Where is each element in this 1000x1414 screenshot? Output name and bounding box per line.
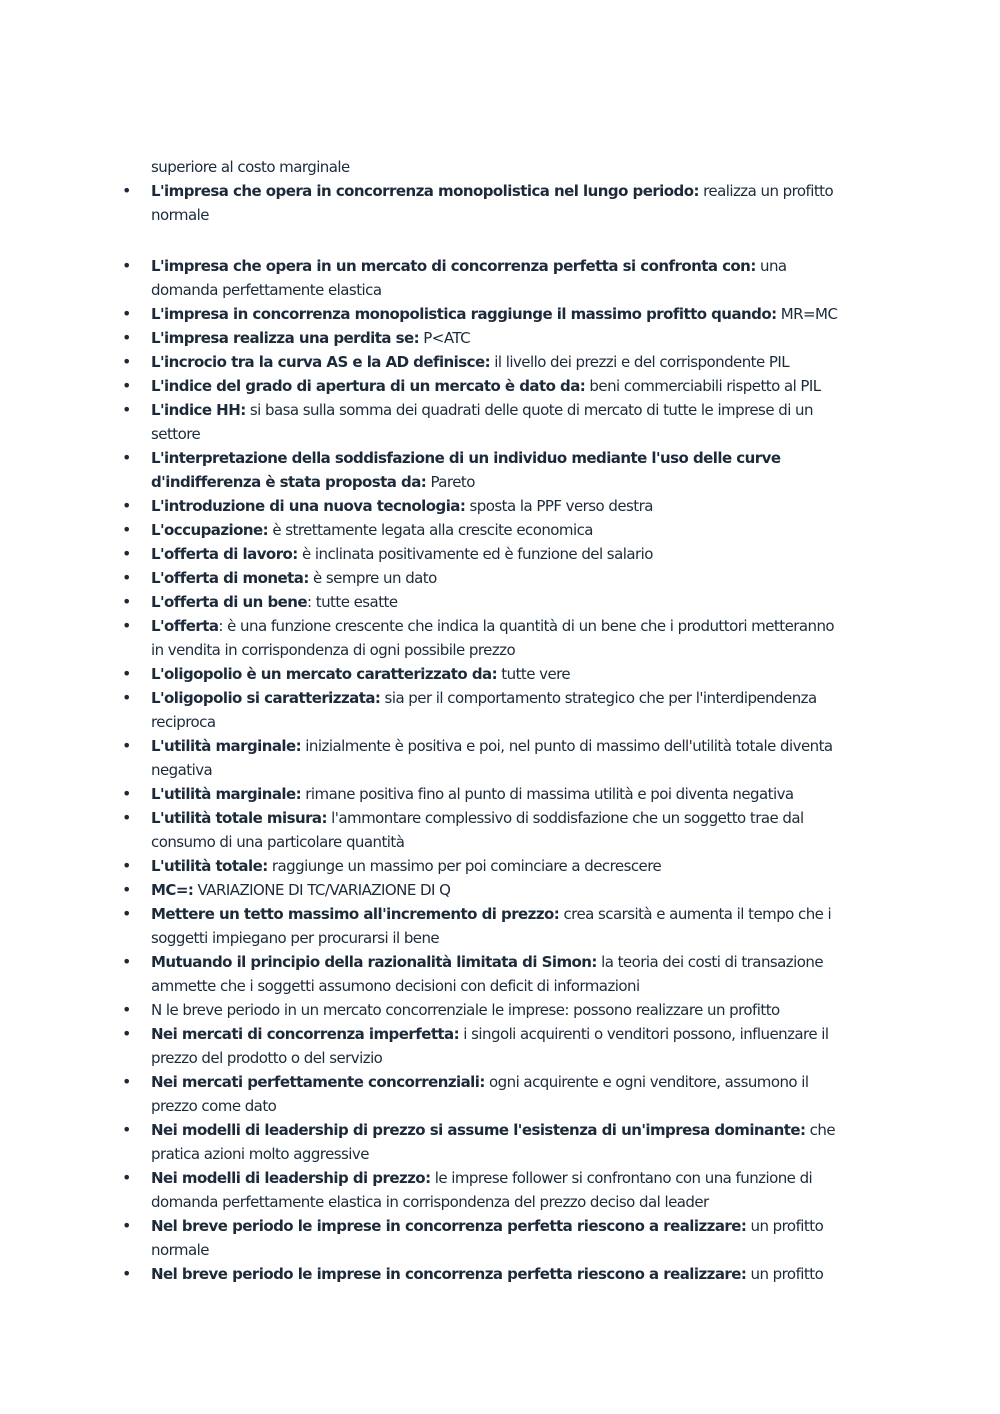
bullet-icon: • bbox=[122, 352, 131, 371]
question-text: L'offerta di un bene bbox=[151, 593, 308, 611]
question-text: L'offerta di moneta: bbox=[151, 569, 309, 587]
answer-text: che pratica azioni molto aggressive bbox=[151, 1121, 836, 1163]
list-item bbox=[122, 179, 846, 227]
bullet-icon: • bbox=[122, 1120, 131, 1139]
answer-text: tutte vere bbox=[497, 665, 571, 683]
list-item bbox=[122, 686, 846, 734]
question-text: Mutuando il principio della razionalità limitata di Simon: bbox=[151, 953, 597, 971]
bullet-icon: • bbox=[122, 808, 131, 827]
question-text: Nel breve periodo le imprese in concorrenza perfetta riescono a realizzare: bbox=[151, 1217, 747, 1235]
question-text: L'impresa che opera in concorrenza monopolistica nel lungo periodo: bbox=[151, 182, 699, 200]
answer-text: un profitto bbox=[746, 1265, 824, 1283]
bullet-icon: • bbox=[122, 256, 131, 275]
answer-text: MR=MC bbox=[776, 305, 838, 323]
answer-text: è sempre un dato bbox=[308, 569, 437, 587]
answer-text: ogni acquirente e ogni venditore, assumono il prezzo come dato bbox=[151, 1073, 809, 1115]
list-item bbox=[122, 1166, 846, 1214]
question-text: L'offerta di lavoro: bbox=[151, 545, 298, 563]
list-item bbox=[122, 326, 846, 350]
question-text: MC=: bbox=[151, 881, 194, 899]
list-items bbox=[122, 179, 846, 1286]
answer-text: i singoli acquirenti o venditori possono, influenzare il prezzo del prodotto o del servizio bbox=[151, 1025, 829, 1067]
list-item bbox=[122, 398, 846, 446]
question-text: L'utilità marginale: bbox=[151, 785, 302, 803]
list-item bbox=[122, 566, 846, 590]
question-text: L'impresa realizza una perdita se: bbox=[151, 329, 420, 347]
answer-text: : tutte esatte bbox=[307, 593, 398, 611]
list-item bbox=[122, 614, 846, 662]
list-item-continuation bbox=[151, 155, 846, 179]
bullet-icon: • bbox=[122, 664, 131, 683]
question-text: L'interpretazione della soddisfazione di un individuo mediante l'uso delle curve d'indifferenza è stata proposta da: bbox=[151, 449, 781, 491]
question-text: Nei mercati perfettamente concorrenziali: bbox=[151, 1073, 485, 1091]
answer-text: realizza un profitto normale bbox=[151, 182, 834, 224]
list-item bbox=[122, 902, 846, 950]
bullet-icon: • bbox=[122, 304, 131, 323]
bullet-icon: • bbox=[122, 904, 131, 923]
question-text: L'introduzione di una nuova tecnologia: bbox=[151, 497, 466, 515]
answer-text: raggiunge un massimo per poi cominciare a decrescere bbox=[267, 857, 662, 875]
bullet-icon: • bbox=[122, 1168, 131, 1187]
list-item bbox=[122, 662, 846, 686]
list-item bbox=[122, 374, 846, 398]
list-item bbox=[122, 590, 846, 614]
question-text: Nei modelli di leadership di prezzo: bbox=[151, 1169, 431, 1187]
question-text: L'occupazione: bbox=[151, 521, 269, 539]
answer-text: le imprese follower si confrontano con una funzione di domanda perfettamente elastica in corrispondenza del prezzo deciso dal leader bbox=[151, 1169, 813, 1211]
answer-text: beni commerciabili rispetto al PIL bbox=[585, 377, 821, 395]
list-item bbox=[122, 446, 846, 494]
list-item bbox=[122, 494, 846, 518]
answer-text: crea scarsità e aumenta il tempo che i soggetti impiegano per procurarsi il bene bbox=[151, 905, 832, 947]
answer-text: una domanda perfettamente elastica bbox=[151, 257, 787, 299]
list-item bbox=[122, 782, 846, 806]
bullet-icon: • bbox=[122, 856, 131, 875]
question-text: L'offerta bbox=[151, 617, 219, 635]
answer-text: inizialmente è positiva e poi, nel punto di massimo dell'utilità totale diventa negativa bbox=[151, 737, 833, 779]
answer-text: Pareto bbox=[426, 473, 475, 491]
question-text: L'oligopolio si caratterizzata: bbox=[151, 689, 381, 707]
bullet-icon: • bbox=[122, 544, 131, 563]
bullet-icon: • bbox=[122, 376, 131, 395]
list-spacer bbox=[151, 227, 846, 254]
list-item bbox=[122, 1118, 846, 1166]
answer-text: la teoria dei costi di transazione ammette che i soggetti assumono decisioni con deficit di informazioni bbox=[151, 953, 824, 995]
list-item bbox=[122, 254, 846, 302]
answer-text: VARIAZIONE DI TC/VARIAZIONE DI Q bbox=[193, 881, 451, 899]
answer-text: è strettamente legata alla crescite economica bbox=[268, 521, 593, 539]
question-text: L'indice del grado di apertura di un mercato è dato da: bbox=[151, 377, 586, 395]
list-item bbox=[122, 806, 846, 854]
bullet-icon: • bbox=[122, 736, 131, 755]
question-text: L'impresa in concorrenza monopolistica raggiunge il massimo profitto quando: bbox=[151, 305, 777, 323]
bullet-icon: • bbox=[122, 400, 131, 419]
bullet-icon: • bbox=[122, 181, 131, 200]
question-text: L'indice HH: bbox=[151, 401, 246, 419]
answer-text: N le breve periodo in un mercato concorrenziale le imprese: possono realizzare un profitto bbox=[151, 1001, 780, 1019]
bullet-icon: • bbox=[122, 1024, 131, 1043]
bullet-icon: • bbox=[122, 1072, 131, 1091]
bullet-icon: • bbox=[122, 592, 131, 611]
question-text: Mettere un tetto massimo all'incremento di prezzo: bbox=[151, 905, 560, 923]
list-item bbox=[122, 1070, 846, 1118]
answer-text: è inclinata positivamente ed è funzione del salario bbox=[297, 545, 653, 563]
question-text: Nel breve periodo le imprese in concorrenza perfetta riescono a realizzare: bbox=[151, 1265, 747, 1283]
list-item bbox=[122, 1214, 846, 1262]
bullet-icon: • bbox=[122, 1264, 131, 1283]
list-item bbox=[122, 734, 846, 782]
list-item bbox=[122, 950, 846, 998]
answer-text: un profitto normale bbox=[151, 1217, 824, 1259]
answer-text: P<ATC bbox=[419, 329, 471, 347]
continuation-text: superiore al costo marginale bbox=[151, 158, 350, 176]
answer-text: : è una funzione crescente che indica la quantità di un bene che i produttori metteranno in vendita in corrispondenza di ogni possibile prezzo bbox=[151, 617, 835, 659]
answer-text: il livello dei prezzi e del corrispondente PIL bbox=[490, 353, 790, 371]
bullet-icon: • bbox=[122, 568, 131, 587]
list-item bbox=[122, 1022, 846, 1070]
bullet-list bbox=[122, 155, 846, 1286]
list-item bbox=[122, 854, 846, 878]
question-text: L'incrocio tra la curva AS e la AD definisce: bbox=[151, 353, 491, 371]
bullet-icon: • bbox=[122, 616, 131, 635]
list-item bbox=[122, 518, 846, 542]
list-item bbox=[122, 998, 846, 1022]
bullet-icon: • bbox=[122, 448, 131, 467]
bullet-icon: • bbox=[122, 520, 131, 539]
answer-text: sia per il comportamento strategico che per l'interdipendenza reciproca bbox=[151, 689, 817, 731]
answer-text: sposta la PPF verso destra bbox=[465, 497, 653, 515]
question-text: Nei mercati di concorrenza imperfetta: bbox=[151, 1025, 460, 1043]
bullet-icon: • bbox=[122, 1216, 131, 1235]
list-item bbox=[122, 302, 846, 326]
bullet-icon: • bbox=[122, 952, 131, 971]
bullet-icon: • bbox=[122, 784, 131, 803]
question-text: L'oligopolio è un mercato caratterizzato da: bbox=[151, 665, 498, 683]
answer-text: si basa sulla somma dei quadrati delle quote di mercato di tutte le imprese di un settore bbox=[151, 401, 813, 443]
question-text: L'utilità totale: bbox=[151, 857, 268, 875]
list-item bbox=[122, 1262, 846, 1286]
question-text: Nei modelli di leadership di prezzo si assume l'esistenza di un'impresa dominante: bbox=[151, 1121, 806, 1139]
answer-text: l'ammontare complessivo di soddisfazione che un soggetto trae dal consumo di una particolare quantità bbox=[151, 809, 804, 851]
bullet-icon: • bbox=[122, 880, 131, 899]
question-text: L'utilità marginale: bbox=[151, 737, 302, 755]
answer-text: rimane positiva fino al punto di massima utilità e poi diventa negativa bbox=[301, 785, 794, 803]
question-text: L'impresa che opera in un mercato di concorrenza perfetta si confronta con: bbox=[151, 257, 756, 275]
bullet-icon: • bbox=[122, 688, 131, 707]
list-item bbox=[122, 542, 846, 566]
question-text: L'utilità totale misura: bbox=[151, 809, 327, 827]
bullet-icon: • bbox=[122, 1000, 131, 1019]
bullet-icon: • bbox=[122, 328, 131, 347]
list-item bbox=[122, 878, 846, 902]
list-item bbox=[122, 350, 846, 374]
bullet-icon: • bbox=[122, 496, 131, 515]
